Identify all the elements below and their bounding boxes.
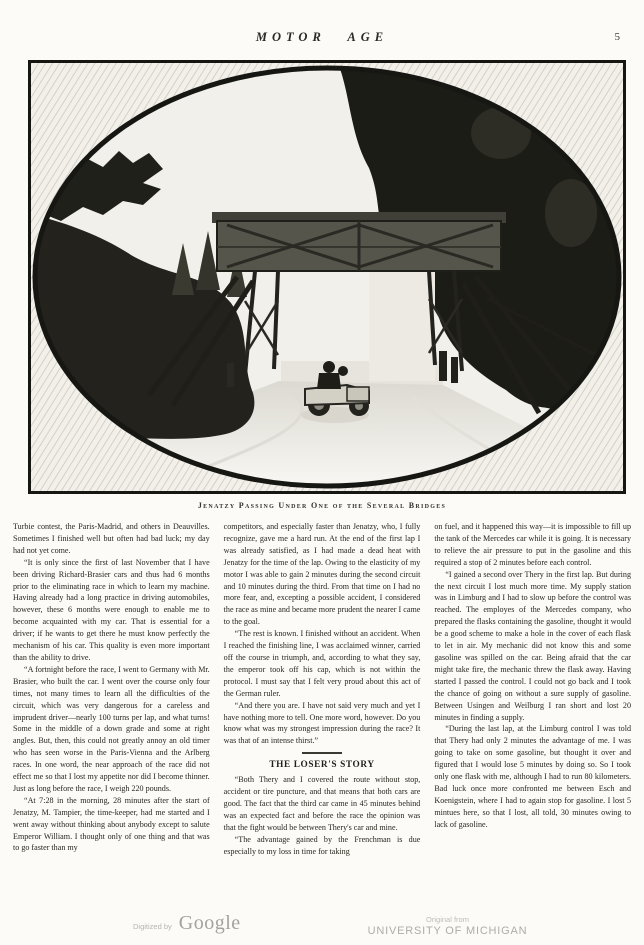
paragraph: “Both Thery and I covered the route without stop, accident or tire puncture, and that means that both cars are good. The fact that the third car came in 45 minutes behind was an expected fact and before the race the opinion was that the fight would be between Thery's car and mine. xyxy=(223,775,421,832)
spectator xyxy=(439,351,447,381)
section-rule xyxy=(302,752,342,754)
driver xyxy=(323,361,335,373)
spectator xyxy=(451,357,458,383)
digitized-by-label: Digitized by xyxy=(133,922,172,931)
figure-caption: Jenatzy Passing Under One of the Several Bridges xyxy=(197,501,447,510)
car-hood xyxy=(347,387,369,401)
paragraph: “I gained a second over Thery in the first lap. But during the next circuit I lost much more time. My supply station was in Limburg and I had to slow up before the control was reached. The employes of the Mercedes company, who prepared the flasks containing the gasoline, thought it would be a good scheme to make a hole in the cover of each flask to let in air. My mechanic did not know this and some gasoline was spilled on the car. Being afraid that the car might take fire, the mechanic threw the flask away. Having started I passed the control. I could not go back and I took the chance of going on without a sure supply of gasoline. Between Usingen and Weilburg I ran short and lost 20 minutes in finding a supply. xyxy=(434,569,631,722)
paragraph: Turbie contest, the Paris-Madrid, and others in Deauvilles. Sometimes I finished well but often had bad luck; my day had not yet come. xyxy=(13,522,210,555)
photo-scene xyxy=(31,63,623,491)
page-title: MOTOR AGE xyxy=(255,30,389,44)
paragraph: on fuel, and it happened this way—it is impossible to fill up the tank of the Mercedes car while it is going. It is necessary to relieve the air pressure to put in the gasoline and this required a stop of 2 minutes before each control. xyxy=(434,522,631,567)
original-from-label: Original from xyxy=(426,915,469,924)
section-divider xyxy=(224,752,421,770)
paragraph: competitors, and especially faster than Jenatzy, who, I fully recognize, gave me a hard run. At the end of the first lap I was already satisfied, as I had made a dead heat with Jenatzy for the time of the lap. Owing to the elasticity of my motor I was able to gain 2 minutes during the second circuit and 10 minutes during the third. From that time on I had no more fear, and, excepting a possible accident, I considered the race as mine and became more prudent the nearer I came to the goal. xyxy=(223,522,421,627)
paragraph: “A fortnight before the race, I went to Germany with Mr. Brasier, who built the car. I went over the course only four times, not many times to learn all the difficulties of the circuit, which was very dangerous for a careless and imprudent driver—nearly 100 turns per lap, and what turns! Some in the middle of a down grade and some at right angles. But, then, this could not greatly annoy an old timer who has seen worse in the Paris-Vienna and the Arlberg races. In one word, the near approach of the race did not effect me so that I lost my appetite nor did I become thinner. Just as long before the race, I weigh 220 pounds. xyxy=(13,664,210,793)
paragraph: “During the last lap, at the Limburg control I was told that Thery had only 2 minutes the advantage of me. I was going to take on some gasoline, but thought it over and figured that I would lose 5 minutes by doing so. So I took only one flask with me, although I had to run 80 kilometers. Bad luck once more confronted me between Esch and Koenigstein, where I had to again stop for gasoline. I lost 5 mintues here, so that I lost, all told, 30 minutes owing to lack of gasoline. xyxy=(434,724,631,829)
page-number: 5 xyxy=(614,31,620,43)
source-watermark xyxy=(335,915,560,937)
column-1 xyxy=(13,521,210,913)
paragraph: “The advantage gained by the Frenchman is due especially to my loss in time for taking xyxy=(223,834,421,856)
article-columns xyxy=(13,521,631,913)
university-label: UNIVERSITY OF MICHIGAN xyxy=(367,925,528,937)
paragraph: “The rest is known. I finished without an accident. When I reached the finishing line, I was acclaimed winner, carried off the course in triumph, and, according to what they say, the emperor took off his cap, which is not within the protocol. I must say that I felt very proud about this act of the German ruler. xyxy=(223,629,421,698)
column-3 xyxy=(434,521,631,913)
photo-figure xyxy=(28,60,626,494)
google-watermark xyxy=(133,913,241,933)
paragraph: “It is only since the first of last November that I have been driving Richard-Brasier cars and thus had 6 months prior to the eliminating race in which to learn my machine. Having already had a long practice in driving automobiles, however, these 6 months were enough to enable me to become acquainted with my car. That is essential for a driver; if he wants to get there he must know perfectly the mechanism of his car. This quality is even more important than the ability to drive. xyxy=(13,557,210,662)
roadside-post xyxy=(227,363,234,387)
paragraph: “At 7:28 in the morning, 28 minutes after the start of Jenatzy, M. Tampier, the time-keeper, had me started and I went away without thinking about anybody except to salute Emperor William. I thought only of one thing and that was to go faster than my xyxy=(13,795,210,853)
google-logo: Google xyxy=(178,912,241,934)
bridge-opening xyxy=(369,271,435,381)
passenger xyxy=(338,366,348,376)
section-heading: THE LOSER'S STORY xyxy=(269,760,375,771)
paragraph: “And there you are. I have not said very much and yet I have nothing more to tell. One more word, however. Do you know what was my strongest impression during the race? It was that of an intense thirst.” xyxy=(223,700,421,746)
column-2 xyxy=(224,521,421,913)
